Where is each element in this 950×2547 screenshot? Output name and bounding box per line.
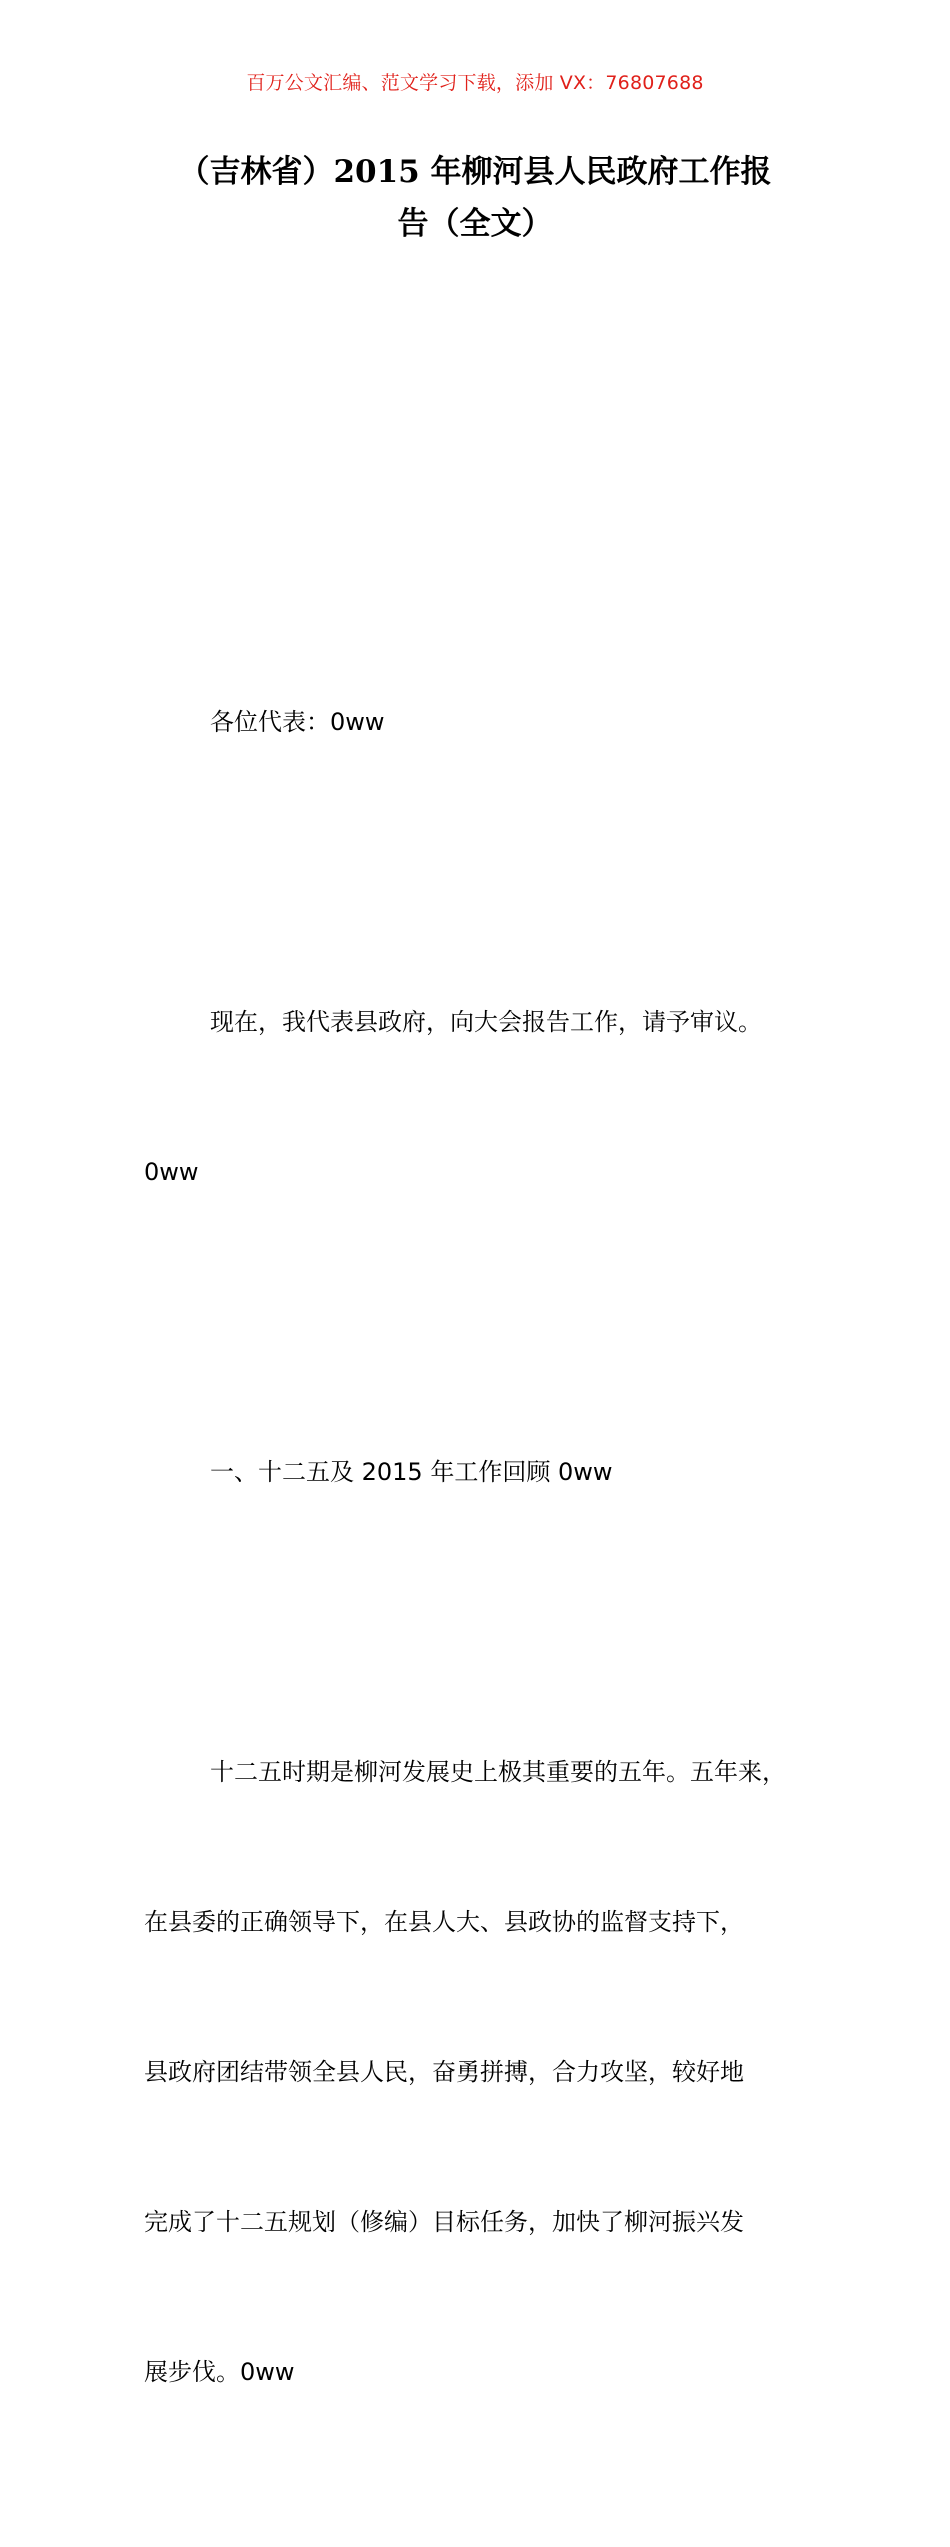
header-promo-note: 百万公文汇编、范文学习下载，添加 VX：76807688 <box>246 72 704 94</box>
paragraph-salutation <box>144 597 834 847</box>
paragraph-review <box>144 1647 834 2497</box>
paragraph-line: 展步伐。0ww <box>144 2358 295 2386</box>
paragraph-line: 在县委的正确领导下，在县人大、县政协的监督支持下， <box>144 1908 744 1936</box>
paragraph-line: 完成了十二五规划（修编）目标任务，加快了柳河振兴发 <box>144 2208 744 2236</box>
paragraph-line: 县政府团结带领全县人民，奋勇拼搏，合力攻坚，较好地 <box>144 2058 744 2086</box>
section-heading <box>144 1347 834 1597</box>
paragraph-line: 十二五时期是柳河发展史上极其重要的五年。五年来， <box>210 1758 786 1786</box>
title-line-2: 告（全文） <box>397 206 553 242</box>
paragraph-line: 0ww <box>144 1158 199 1186</box>
paragraph-line: 各位代表：0ww <box>210 708 385 736</box>
title-line-1: （吉林省）2015 年柳河县人民政府工作报 <box>178 154 772 190</box>
document-body <box>144 597 834 2547</box>
document-title <box>150 146 800 250</box>
paragraph-line: 现在，我代表县政府，向大会报告工作，请予审议。 <box>210 1008 762 1036</box>
paragraph-intro <box>144 897 834 1297</box>
paragraph-line: 一、十二五及 2015 年工作回顾 0ww <box>210 1458 613 1486</box>
